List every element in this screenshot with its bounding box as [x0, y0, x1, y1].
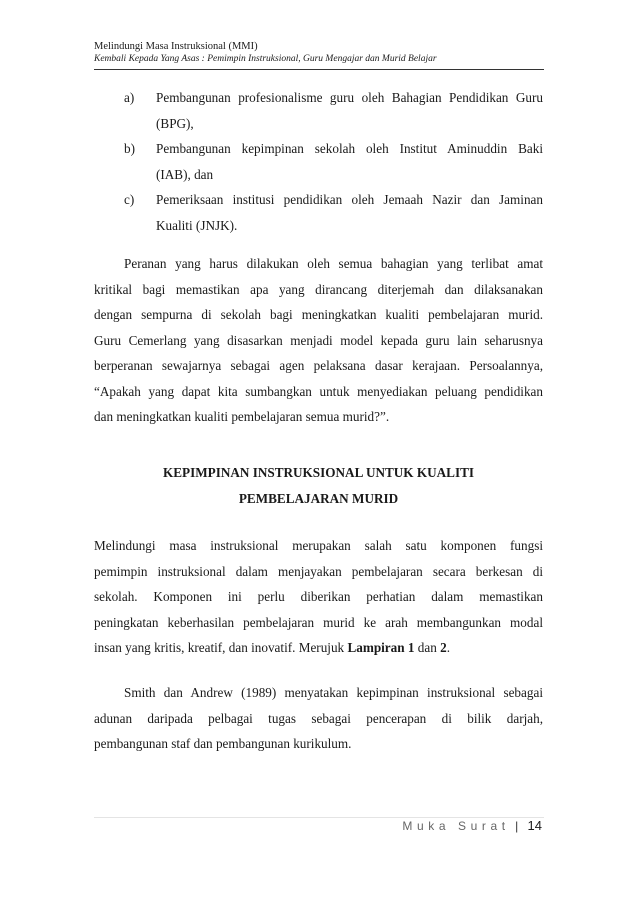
- footer-page-label: Muka Surat: [402, 819, 510, 833]
- list-item-line: (IAB), dan: [156, 166, 214, 182]
- paragraph-peranan: [94, 251, 543, 430]
- paragraph-line: Peranan yang harus dilakukan oleh semua bahagian yang terlibat amat: [124, 256, 543, 271]
- section-heading-line: KEPIMPINAN INSTRUKSIONAL UNTUK KUALITI: [162, 465, 475, 480]
- lampiran-reference: Lampiran 1: [347, 640, 415, 655]
- list-item-line: Pembangunan kepimpinan sekolah oleh Institut Aminuddin Baki: [156, 141, 543, 156]
- paragraph-line: kritikal bagi memastikan apa yang dirancang diterjemah dan dilaksanakan: [94, 281, 543, 297]
- paragraph-text: dan: [414, 640, 441, 655]
- page-header: [94, 40, 544, 66]
- list-item: [94, 187, 543, 238]
- header-divider: [94, 69, 544, 70]
- paragraph-line: peningkatan keberhasilan pembelajaran murid ke arah membangunkan modal: [94, 614, 543, 630]
- section-heading: [94, 460, 543, 512]
- paragraph-line: Smith dan Andrew (1989) menyatakan kepimpinan instruksional sebagai: [124, 685, 543, 700]
- list-item-line: Pemeriksaan institusi pendidikan oleh Jemaah Nazir dan Jaminan: [156, 192, 543, 207]
- section-heading-line: PEMBELAJARAN MURID: [238, 491, 399, 506]
- paragraph-line: Guru Cemerlang yang disasarkan menjadi model kepada guru lain seharusnya: [94, 332, 543, 348]
- list-item: [94, 85, 543, 136]
- paragraph-text: .: [446, 640, 451, 655]
- list-item-line: Pembangunan profesionalisme guru oleh Bahagian Pendidikan Guru: [156, 90, 543, 105]
- page-footer: [402, 818, 542, 833]
- paragraph-line: pemimpin instruksional dalam menjayakan pembelajaran secara berkesan di: [94, 563, 543, 579]
- list-marker: c): [124, 192, 135, 207]
- paragraph-line: Melindungi masa instruksional merupakan salah satu komponen fungsi: [94, 538, 543, 553]
- paragraph-smith: [94, 680, 543, 757]
- list-item: [94, 136, 543, 187]
- paragraph-line: dengan sempurna di sekolah bagi meningkatkan kualiti pembelajaran murid.: [94, 307, 543, 322]
- footer-separator: |: [515, 819, 519, 833]
- paragraph-line: “Apakah yang dapat kita sumbangkan untuk menyediakan peluang pendidikan: [94, 383, 543, 399]
- paragraph-melindungi: [94, 533, 543, 661]
- header-title: Melindungi Masa Instruksional (MMI): [94, 41, 258, 52]
- list-item-line: Kualiti (JNJK).: [156, 217, 238, 233]
- paragraph-line: adunan daripada pelbagai tugas sebagai pencerapan di bilik darjah,: [94, 710, 543, 726]
- paragraph-line: dan meningkatkan kualiti pembelajaran semua murid?”.: [94, 409, 390, 424]
- lampiran-reference-number: 2: [440, 640, 447, 655]
- paragraph-line: berperanan sewajarnya sebagai agen pelaksana dasar kerajaan. Persoalannya,: [94, 358, 543, 373]
- paragraph-text: insan yang kritis, kreatif, dan inovatif. Merujuk: [94, 640, 348, 655]
- agency-list: [94, 85, 543, 238]
- paragraph-line: pembangunan staf dan pembangunan kurikulum.: [94, 736, 352, 751]
- list-marker: b): [124, 141, 135, 156]
- page-number: 14: [527, 818, 542, 833]
- header-subtitle: Kembali Kepada Yang Asas : Pemimpin Instruksional, Guru Mengajar dan Murid Belajar: [94, 54, 437, 64]
- list-item-line: (BPG),: [156, 115, 194, 131]
- paragraph-line: sekolah. Komponen ini perlu diberikan perhatian dalam memastikan: [94, 589, 543, 604]
- paragraph-line: [94, 635, 543, 661]
- list-marker: a): [124, 90, 135, 105]
